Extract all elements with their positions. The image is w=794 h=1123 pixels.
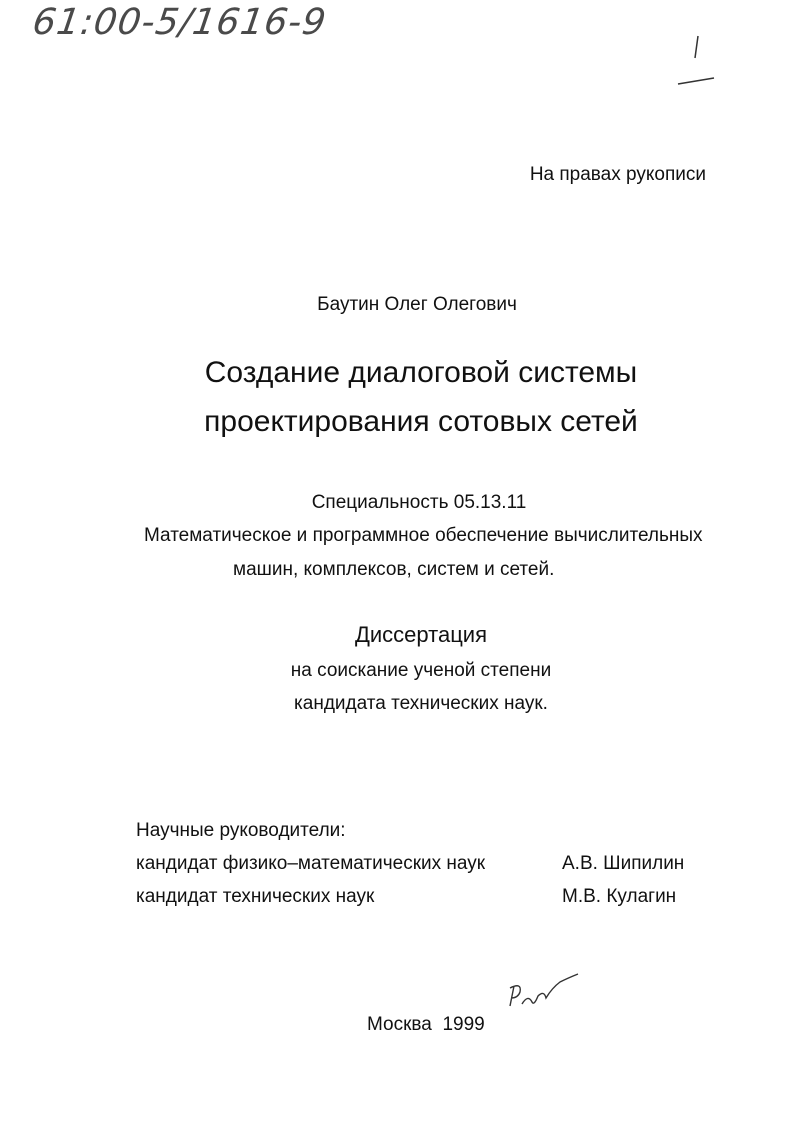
handwritten-mark: [676, 30, 716, 90]
rights-note: На правах рукописи: [529, 164, 706, 185]
handwritten-archive-code: 61:00-5/1616-9: [30, 2, 330, 43]
footer-city: Москва: [367, 1014, 432, 1035]
dissertation-purpose-line-1: на соискание ученой степени: [290, 660, 552, 681]
signature: [508, 968, 598, 1018]
supervisor-2-degree: кандидат технических наук: [136, 886, 375, 907]
supervisor-2-name: М.В. Кулагин: [562, 886, 677, 907]
footer-year: 1999: [442, 1014, 485, 1035]
specialty-code: Специальность 05.13.11: [311, 492, 527, 513]
title-line-2: проектирования сотовых сетей: [204, 405, 638, 438]
dissertation-purpose-line-2: кандидата технических наук.: [294, 693, 548, 714]
specialty-description-line-1: Математическое и программное обеспечение вычислительных: [144, 525, 703, 546]
supervisor-1-degree: кандидат физико–математических наук: [136, 853, 486, 874]
supervisor-1-name: А.В. Шипилин: [562, 853, 685, 874]
author-name: Баутин Олег Олегович: [317, 294, 517, 315]
title-line-1: Создание диалоговой системы: [204, 356, 638, 389]
specialty-description-line-2: машин, комплексов, систем и сетей.: [233, 559, 555, 580]
dissertation-label: Диссертация: [354, 622, 488, 647]
supervisors-heading: Научные руководители:: [136, 820, 346, 841]
footer-place-year: [367, 1014, 485, 1036]
